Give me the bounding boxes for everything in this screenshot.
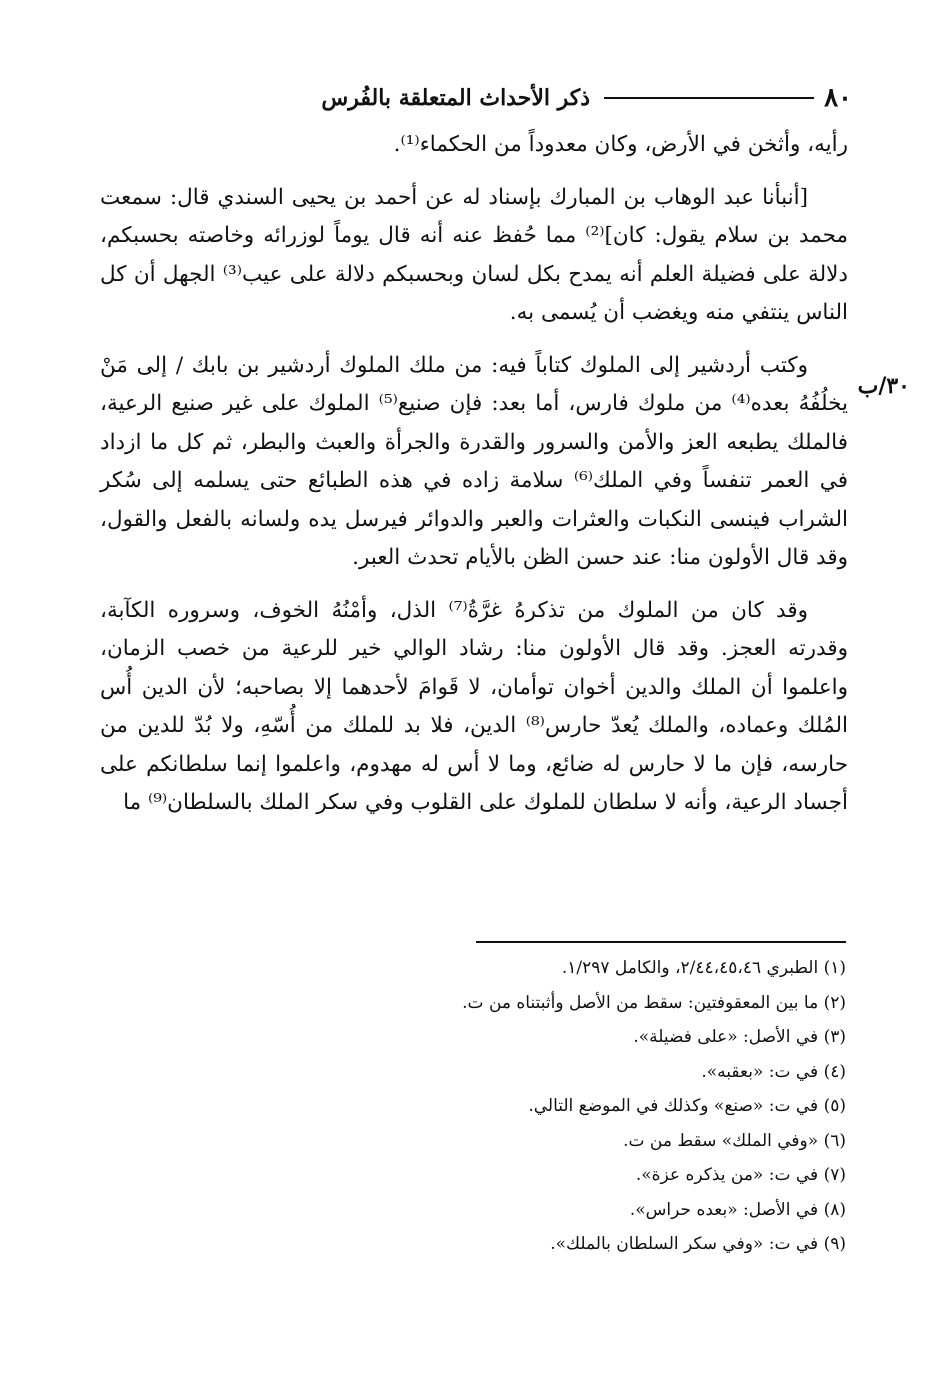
manuscript-folio-marker: ٣٠/ب xyxy=(857,373,910,399)
page-header xyxy=(100,78,852,118)
footnote-2: (٢) ما بين المعقوفتين: سقط من الأصل وأثبتناه من ت. xyxy=(462,992,846,1013)
running-title: ذكر الأحداث المتعلقة بالفُرس xyxy=(321,85,591,111)
main-text xyxy=(100,126,848,837)
footnote-5: (٥) في ت: «صنع» وكذلك في الموضع التالي. xyxy=(528,1096,846,1116)
paragraph-3: وكتب أردشير إلى الملوك كتاباً فيه: من ملك الملوك أردشير بن بابك / إلى مَنْ يخلُفُهُ بعده⁽⁴⁾ من ملوك فارس، أما بعد: فإن صنيع⁽⁵⁾ الملوك على غير صنيع الرعية، فالملك يطبعه العز والأمن والسرور والقدرة والجرأة والعبث والبطر، ثم كل ما ازداد في العمر تنفساً وفي الملك⁽⁶⁾ سلامة زاده في هذه الطبائع حتى يسلمه إلى سُكر الشراب فينسى النكبات والعثرات والعبر والدوائر فيرسل يده ولسانه بالفعل والقول، وقد قال الأولون منا: عند حسن الظن بالأيام تحدث العبر. xyxy=(100,352,849,570)
paragraph-2: [أنبأنا عبد الوهاب بن المبارك بإسناد له عن أحمد بن يحيى السندي قال: سمعت محمد بن سلام يقول: كان]⁽²⁾ مما حُفظ عنه أنه قال يوماً لوزرائه وخاصته بحسبكم، دلالة على فضيلة العلم أنه يمدح بكل لسان وبحسبكم دلالة على عيب⁽³⁾ الجهل أن كل الناس ينتفي منه ويغضب أن يُسمى به. xyxy=(100,184,848,325)
footnotes-list xyxy=(286,951,846,1262)
footnote-6: (٦) «وفي الملك» سقط من ت. xyxy=(623,1130,846,1151)
paragraph-4: وقد كان من الملوك من تذكرهُ غرَّةُ⁽⁷⁾ الذل، وأمْنُهُ الخوف، وسروره الكآبة، وقدرته العجز. وقد قال الأولون منا: رشاد الوالي خير للرعية من خصب الزمان، واعلموا أن الملك والدين أخوان توأمان، لا قَوامَ لأحدهما إلا بصاحبه؛ لأن الدين أُس المُلك وعماده، والملك يُعدّ حارس⁽⁸⁾ الدين، فلا بد للملك من أُسّهِ، ولا بُدّ للدين من حارسه، فإن ما لا حارس له ضائع، وما لا أس له مهدوم، واعلموا إنما سلطانكم على أجساد الرعية، وأنه لا سلطان للملوك على القلوب وفي سكر الملك بالسلطان⁽⁹⁾ ما xyxy=(100,597,849,815)
footnote-1: (١) الطبري ٢/٤٤،٤٥،٤٦، والكامل ١/٢٩٧. xyxy=(561,958,846,978)
header-rule xyxy=(604,97,814,99)
footnote-9: (٩) في ت: «وفي سكر السلطان بالملك». xyxy=(550,1234,846,1254)
footnote-8: (٨) في الأصل: «بعده حراس». xyxy=(629,1199,846,1220)
footnote-7: (٧) في ت: «من يذكره عزة». xyxy=(635,1165,846,1185)
footnote-4: (٤) في ت: «بعقبه». xyxy=(701,1061,846,1082)
paragraph-1: رأيه، وأثخن في الأرض، وكان معدوداً من الحكماء⁽¹⁾. xyxy=(393,132,848,157)
footnote-separator xyxy=(476,941,846,943)
footnote-3: (٣) في الأصل: «على فضيلة». xyxy=(633,1027,846,1047)
page-number: ٨٠ xyxy=(824,83,852,113)
